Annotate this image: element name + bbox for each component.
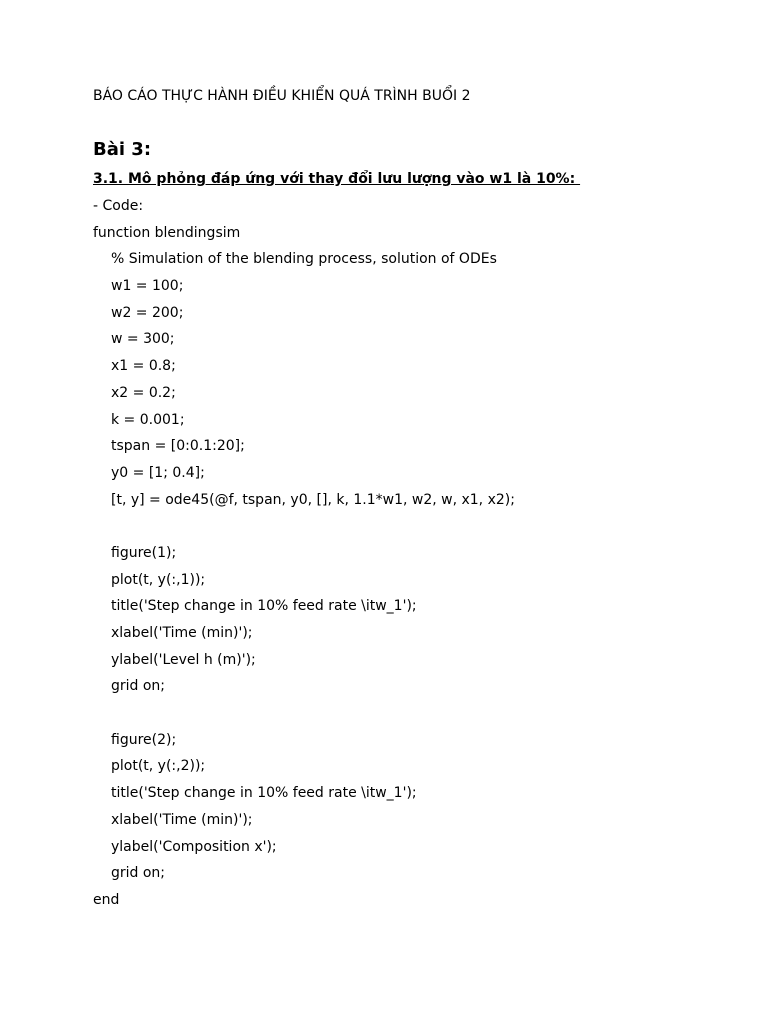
code-line: function blendingsim bbox=[93, 224, 241, 241]
code-line: x2 = 0.2; bbox=[111, 384, 176, 401]
code-line: x1 = 0.8; bbox=[111, 358, 176, 375]
code-line: grid on; bbox=[111, 678, 166, 695]
code-line: title('Step change in 10% feed rate \itw_1'); bbox=[111, 785, 417, 802]
code-line: figure(1); bbox=[111, 544, 177, 561]
exercise-heading: Bài 3: bbox=[93, 139, 152, 160]
code-line: ylabel('Composition x'); bbox=[111, 838, 277, 855]
code-line: plot(t, y(:,1)); bbox=[111, 571, 206, 588]
code-line: figure(2); bbox=[111, 731, 177, 748]
code-line: grid on; bbox=[111, 865, 166, 882]
code-line: xlabel('Time (min)'); bbox=[111, 625, 253, 641]
section-heading: 3.1. Mô phỏng đáp ứng với thay đổi lưu lượng vào w1 là 10%: bbox=[93, 171, 581, 187]
code-line: tspan = [0:0.1:20]; bbox=[111, 438, 245, 455]
code-label: - Code: bbox=[93, 198, 144, 214]
code-line: title('Step change in 10% feed rate \itw_1'); bbox=[111, 598, 417, 615]
code-line: k = 0.001; bbox=[111, 411, 185, 428]
code-line: end bbox=[93, 891, 120, 908]
code-line: ylabel('Level h (m)'); bbox=[111, 651, 256, 668]
code-line: w2 = 200; bbox=[111, 304, 184, 321]
code-line: % Simulation of the blending process, solution of ODEs bbox=[111, 251, 497, 268]
code-line: w1 = 100; bbox=[111, 278, 184, 295]
code-line: xlabel('Time (min)'); bbox=[111, 811, 253, 828]
code-line: plot(t, y(:,2)); bbox=[111, 758, 206, 775]
blank-line bbox=[93, 703, 733, 730]
code-block bbox=[93, 196, 733, 917]
blank-line bbox=[93, 516, 733, 543]
code-line: y0 = [1; 0.4]; bbox=[111, 464, 205, 481]
code-line: [t, y] = ode45(@f, tspan, y0, [], k, 1.1*w1, w2, w, x1, x2); bbox=[111, 491, 515, 508]
report-title: BÁO CÁO THỰC HÀNH ĐIỀU KHIỂN QUÁ TRÌNH BUỔI 2 bbox=[93, 88, 471, 104]
code-line: w = 300; bbox=[111, 331, 175, 348]
